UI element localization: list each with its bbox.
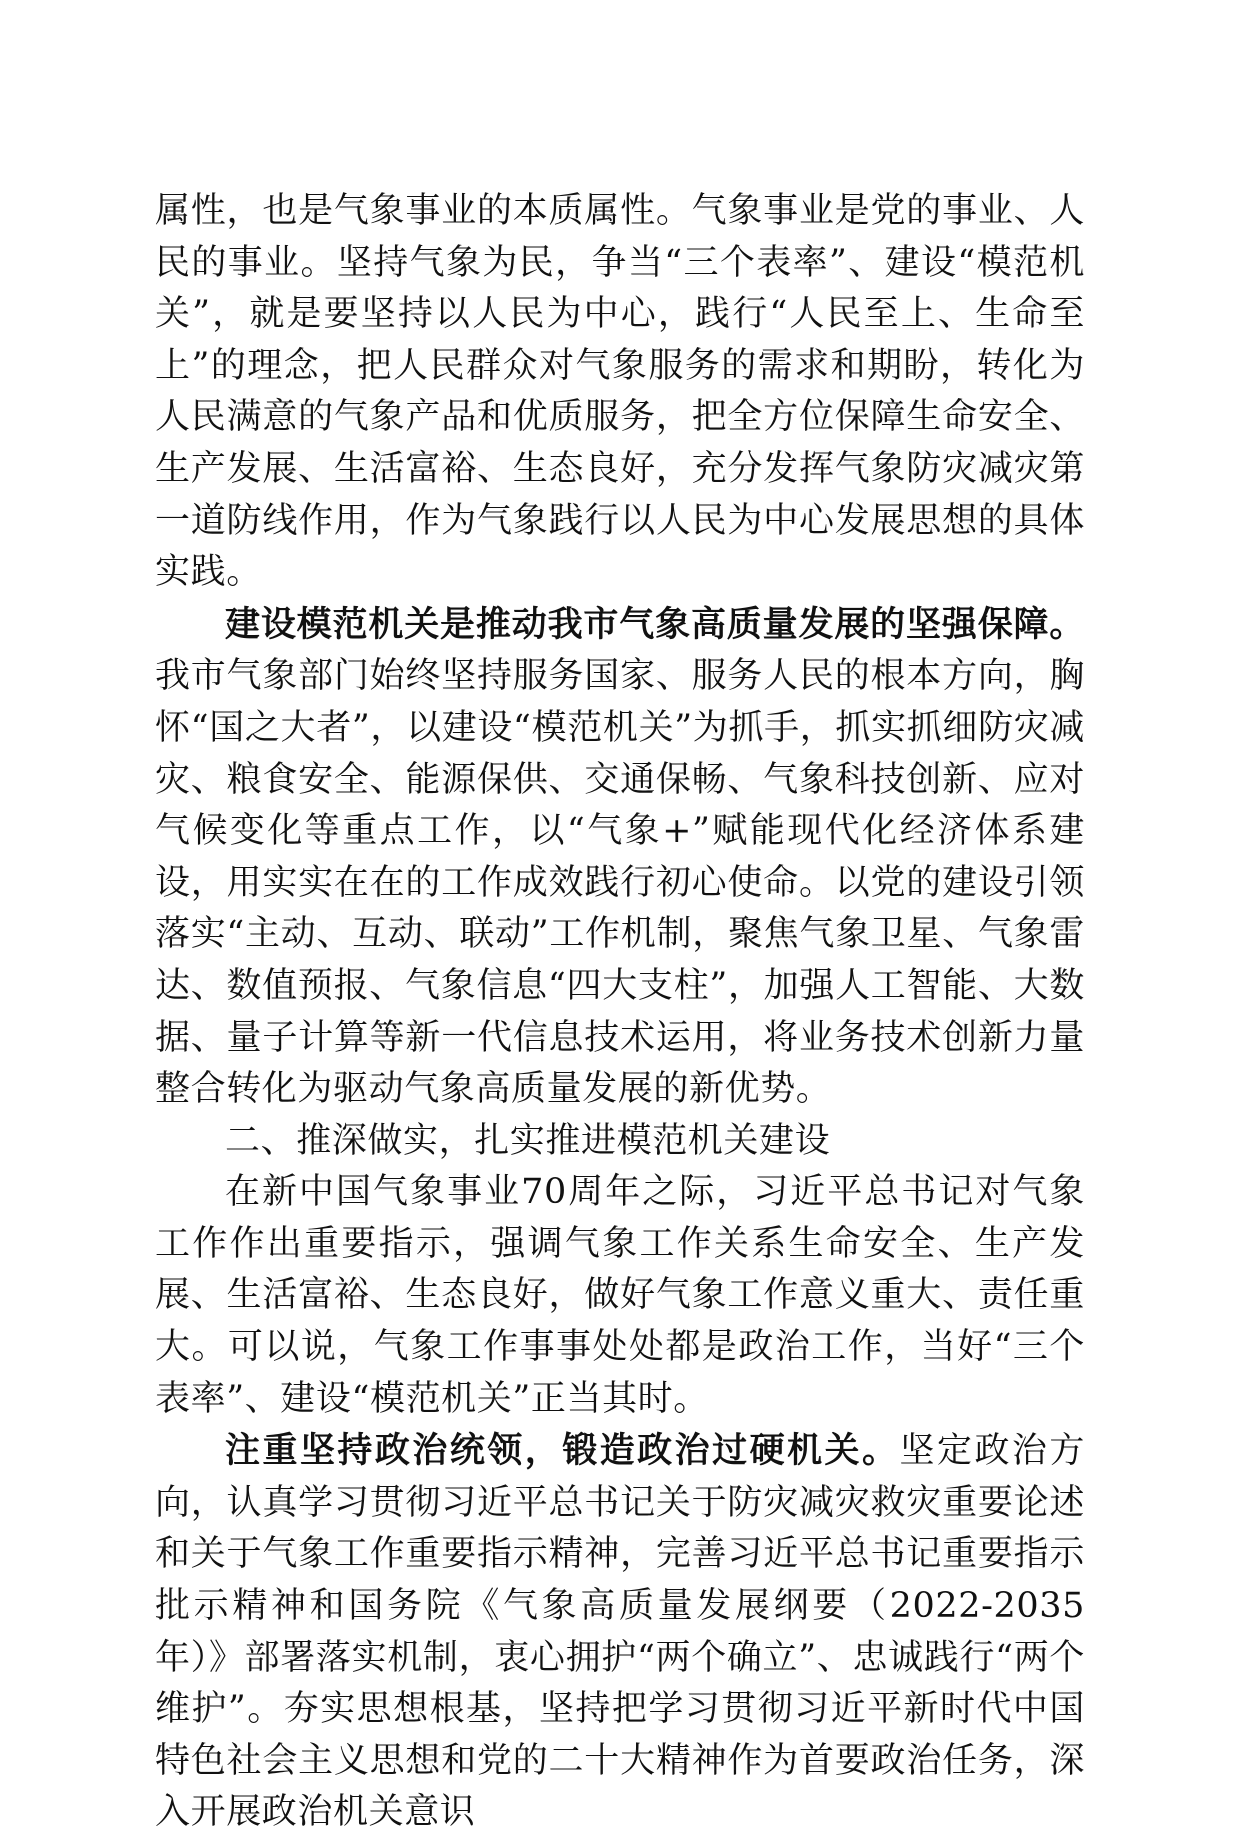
paragraph-political-leadership bbox=[155, 1425, 1085, 1839]
paragraph-text: 属性，也是气象事业的本质属性。气象事业是党的事业、人民的事业。坚持气象为民，争当“三个表率”、建设“模范机关”，就是要坚持以人民为中心，践行“人民至上、生命至上”的理念，把人民群众对气象服务的需求和期盼，转化为人民满意的气象产品和优质服务，把全方位保障生命安全、生产发展、生活富裕、生态良好，充分发挥气象防灾减灾第一道防线作用，作为气象践行以人民为中心发展思想的具体实践。 bbox=[155, 191, 1085, 593]
paragraph-text: 坚定政治方向，认真学习贯彻习近平总书记关于防灾减灾救灾重要论述和关于气象工作重要指示精神，完善习近平总书记重要指示批示精神和国务院《气象高质量发展纲要（2022-2035年）》部署落实机制，衷心拥护“两个确立”、忠诚践行“两个维护”。夯实思想根基，坚持把学习贯彻习近平新时代中国特色社会主义思想和党的二十大精神作为首要政治任务，深入开展政治机关意识 bbox=[155, 1431, 1085, 1833]
paragraph-lead-bold: 建设模范机关是推动我市气象高质量发展的坚强保障。 bbox=[225, 603, 1085, 645]
paragraph-text: 我市气象部门始终坚持服务国家、服务人民的根本方向，胸怀“国之大者”，以建设“模范机关”为抓手，抓实抓细防灾减灾、粮食安全、能源保供、交通保畅、气象科技创新、应对气候变化等重点工作，以“气象+”赋能现代化经济体系建设，用实实在在的工作成效践行初心使命。以党的建设引领落实“主动、互动、联动”工作机制，聚焦气象卫星、气象雷达、数值预报、气象信息“四大支柱”，加强人工智能、大数据、量子计算等新一代信息技术运用，将业务技术创新力量整合转化为驱动气象高质量发展的新优势。 bbox=[155, 656, 1085, 1110]
document-body bbox=[155, 186, 1085, 1839]
paragraph-continuation bbox=[155, 186, 1085, 599]
paragraph-model-organ-guarantee bbox=[155, 599, 1085, 1116]
paragraph-70th-anniversary bbox=[155, 1167, 1085, 1425]
paragraph-lead-bold: 注重坚持政治统领，锻造政治过硬机关。 bbox=[225, 1430, 900, 1472]
paragraph-text: 在新中国气象事业70周年之际，习近平总书记对气象工作作出重要指示，强调气象工作关系生命安全、生产发展、生活富裕、生态良好，做好气象工作意义重大、责任重大。可以说，气象工作事事处处都是政治工作，当好“三个表率”、建设“模范机关”正当其时。 bbox=[155, 1172, 1085, 1419]
section-heading: 二、推深做实，扎实推进模范机关建设 bbox=[225, 1120, 831, 1161]
